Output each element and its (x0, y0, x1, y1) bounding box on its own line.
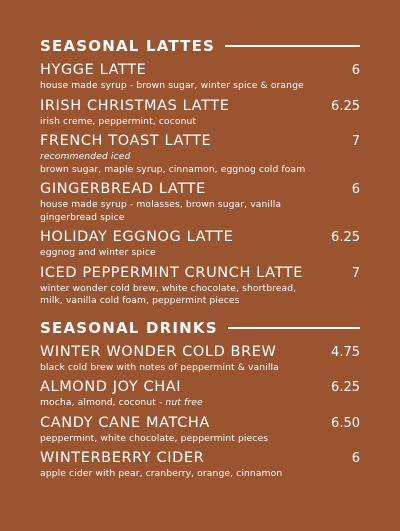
section-title: SEASONAL LATTES (40, 37, 216, 55)
item-description: house made syrup - brown sugar, winter spice & orange (40, 80, 304, 91)
item-price: 4.75 (331, 344, 360, 360)
item-price: 7 (351, 265, 360, 281)
menu-item-winter-wonder-cold-brew (40, 343, 360, 375)
menu-item-candy-cane-matcha (40, 414, 360, 446)
item-description-line2: milk, vanilla cold foam, peppermint pieces (40, 295, 240, 306)
item-name: WINTER WONDER COLD BREW (40, 343, 277, 360)
item-description-line2: gingerbread spice (40, 211, 125, 223)
menu-item-holiday-eggnog-latte (40, 228, 360, 260)
item-name: IRISH CHRISTMAS LATTE (40, 97, 230, 114)
item-name: ICED PEPPERMINT CRUNCH LATTE (40, 264, 303, 281)
item-name: HOLIDAY EGGNOG LATTE (40, 229, 234, 245)
menu-item-winterberry-cider (40, 449, 360, 481)
menu-item-french-toast-latte (40, 132, 360, 176)
section-header-seasonal-lattes (40, 35, 360, 57)
item-price: 6 (351, 451, 360, 466)
item-description: brown sugar, maple syrup, cinnamon, eggnog cold foam (40, 163, 306, 175)
item-description: winter wonder cold brew, white chocolate, shortbread, (40, 282, 297, 294)
item-description: irish creme, peppermint, coconut (40, 115, 197, 127)
item-note: recommended iced (40, 151, 131, 162)
item-description: eggnog and winter spice (40, 247, 156, 258)
item-name: FRENCH TOAST LATTE (40, 133, 212, 149)
item-price: 6.25 (331, 380, 360, 395)
item-description: house made syrup - molasses, brown sugar, vanilla (40, 199, 282, 210)
item-name: CANDY CANE MATCHA (40, 414, 210, 431)
menu-item-gingerbread-latte (40, 180, 360, 224)
section-title: SEASONAL DRINKS (40, 318, 218, 337)
item-name: ALMOND JOY CHAI (40, 379, 182, 395)
item-price: 7 (351, 134, 360, 149)
section-divider (225, 45, 360, 47)
section-divider (228, 327, 360, 329)
item-description: apple cider with pear, cranberry, orange, cinnamon (40, 468, 283, 479)
item-price: 6 (351, 182, 360, 197)
item-name: WINTERBERRY CIDER (40, 450, 205, 466)
item-price: 6.25 (331, 98, 360, 114)
item-description (40, 397, 360, 410)
item-name: HYGGE LATTE (40, 62, 147, 78)
item-price: 6.25 (331, 230, 360, 245)
item-price: 6.50 (331, 415, 360, 431)
item-description: peppermint, white chocolate, peppermint pieces (40, 432, 269, 444)
menu-item-almond-joy-chai (40, 378, 360, 410)
item-description-italic: nut free (165, 397, 203, 408)
item-price: 6 (351, 63, 360, 78)
section-header-seasonal-drinks (40, 317, 360, 339)
item-description: black cold brew with notes of peppermint & vanilla (40, 361, 279, 373)
item-description-text: mocha, almond, coconut - (40, 397, 166, 408)
item-name: GINGERBREAD LATTE (40, 181, 206, 197)
menu-item-irish-christmas-latte (40, 97, 360, 129)
menu-item-iced-peppermint-crunch-latte (40, 264, 360, 308)
menu-item-hygge-latte (40, 61, 360, 93)
